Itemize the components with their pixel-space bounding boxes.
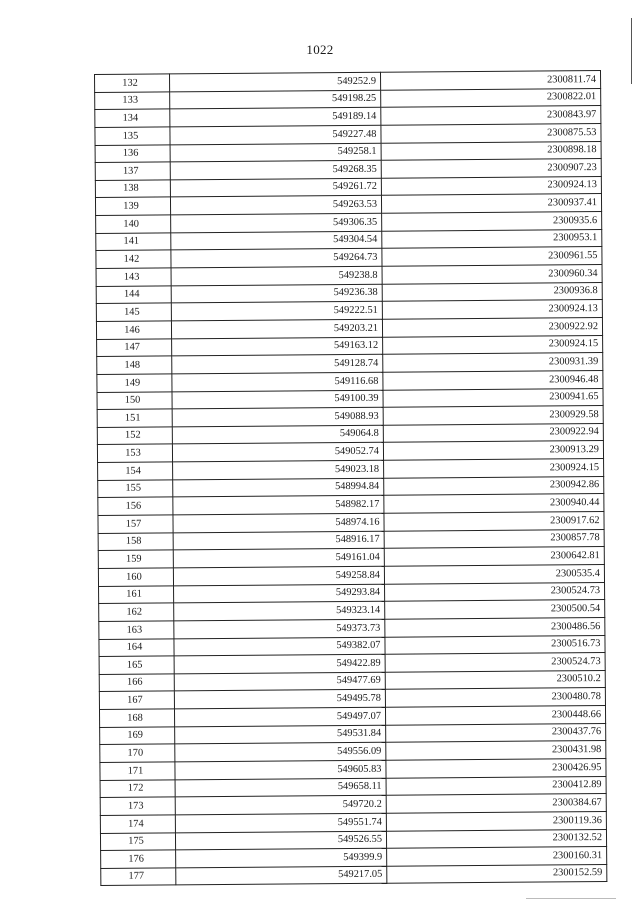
x-coordinate-cell: 549189.14 [170, 108, 381, 127]
point-number-cell: 140 [96, 215, 171, 233]
point-number-cell: 137 [95, 162, 170, 180]
y-coordinate-cell: 2300510.2 [385, 670, 605, 689]
point-number-cell: 171 [100, 762, 175, 780]
point-number-cell: 151 [97, 409, 172, 427]
x-coordinate-cell: 549268.35 [170, 160, 381, 179]
x-coordinate-cell: 549161.04 [173, 549, 384, 568]
y-coordinate-cell: 2300152.59 [387, 864, 607, 883]
point-number-cell: 155 [98, 480, 173, 498]
x-coordinate-cell: 549293.84 [174, 584, 385, 603]
y-coordinate-cell: 2300922.94 [383, 423, 603, 442]
x-coordinate-cell: 549203.21 [171, 319, 382, 338]
table-row [101, 864, 607, 886]
point-number-cell: 144 [96, 286, 171, 304]
point-number-cell: 168 [99, 709, 174, 727]
point-number-cell: 174 [100, 815, 175, 833]
x-coordinate-cell: 549088.93 [172, 407, 383, 426]
y-coordinate-cell: 2300922.92 [382, 317, 602, 336]
x-coordinate-cell: 549422.89 [174, 654, 385, 673]
y-coordinate-cell: 2300907.23 [381, 159, 601, 178]
x-coordinate-cell: 549264.73 [171, 249, 382, 268]
x-coordinate-cell: 548974.16 [173, 513, 384, 532]
y-coordinate-cell: 2300384.67 [386, 794, 606, 813]
y-coordinate-cell: 2300426.95 [386, 758, 606, 777]
x-coordinate-cell: 549526.55 [175, 831, 386, 850]
y-coordinate-cell: 2300937.41 [381, 194, 601, 213]
point-number-cell: 134 [95, 109, 170, 127]
x-coordinate-cell: 549306.35 [171, 213, 382, 232]
y-coordinate-cell: 2300924.13 [381, 176, 601, 195]
point-number-cell: 169 [100, 727, 175, 745]
x-coordinate-cell: 549399.9 [176, 848, 387, 867]
y-coordinate-cell: 2300535.4 [384, 564, 604, 583]
y-coordinate-cell: 2300898.18 [381, 141, 601, 160]
y-coordinate-cell: 2300524.73 [385, 653, 605, 672]
y-coordinate-cell: 2300961.55 [382, 247, 602, 266]
point-number-cell: 148 [97, 356, 172, 374]
y-coordinate-cell: 2300924.15 [383, 335, 603, 354]
y-coordinate-cell: 2300516.73 [385, 635, 605, 654]
x-coordinate-cell: 549100.39 [172, 390, 383, 409]
point-number-cell: 158 [98, 533, 173, 551]
x-coordinate-cell: 548982.17 [173, 496, 384, 515]
point-number-cell: 176 [101, 850, 176, 868]
x-coordinate-cell: 549258.84 [173, 566, 384, 585]
y-coordinate-cell: 2300160.31 [387, 847, 607, 866]
page-number: 1022 [306, 42, 334, 57]
point-number-cell: 141 [96, 233, 171, 251]
point-number-cell: 165 [99, 656, 174, 674]
point-number-cell: 150 [97, 391, 172, 409]
x-coordinate-cell: 549263.53 [170, 196, 381, 215]
x-coordinate-cell: 549323.14 [174, 601, 385, 620]
x-coordinate-cell: 549382.07 [174, 637, 385, 656]
x-coordinate-cell: 549116.68 [172, 372, 383, 391]
y-coordinate-cell: 2300822.01 [381, 88, 601, 107]
y-coordinate-cell: 2300953.1 [382, 229, 602, 248]
y-coordinate-cell: 2300437.76 [386, 723, 606, 742]
x-coordinate-cell: 549252.9 [170, 72, 381, 91]
y-coordinate-cell: 2300811.74 [380, 71, 600, 90]
y-coordinate-cell: 2300917.62 [384, 512, 604, 531]
x-coordinate-cell: 549227.48 [170, 125, 381, 144]
x-coordinate-cell: 549258.1 [170, 143, 381, 162]
x-coordinate-cell: 549198.25 [170, 90, 381, 109]
point-number-cell: 175 [100, 832, 175, 850]
point-number-cell: 138 [95, 180, 170, 198]
y-coordinate-cell: 2300524.73 [385, 582, 605, 601]
y-coordinate-cell: 2300941.65 [383, 388, 603, 407]
y-coordinate-cell: 2300940.44 [384, 494, 604, 513]
point-number-cell: 160 [98, 568, 173, 586]
y-coordinate-cell: 2300913.29 [383, 441, 603, 460]
x-coordinate-cell: 549064.8 [172, 425, 383, 444]
x-coordinate-cell: 549556.09 [175, 743, 386, 762]
y-coordinate-cell: 2300412.89 [386, 776, 606, 795]
point-number-cell: 136 [95, 144, 170, 162]
y-coordinate-cell: 2300642.81 [384, 547, 604, 566]
x-coordinate-cell: 549477.69 [174, 672, 385, 691]
y-coordinate-cell: 2300486.56 [385, 617, 605, 636]
y-coordinate-cell: 2300480.78 [385, 688, 605, 707]
x-coordinate-cell: 549163.12 [172, 337, 383, 356]
point-number-cell: 157 [98, 515, 173, 533]
point-number-cell: 135 [95, 127, 170, 145]
point-number-cell: 143 [96, 268, 171, 286]
point-number-cell: 139 [95, 197, 170, 215]
x-coordinate-cell: 549720.2 [175, 795, 386, 814]
x-coordinate-cell: 549495.78 [174, 690, 385, 709]
coordinates-table-body [95, 71, 607, 886]
point-number-cell: 153 [97, 444, 172, 462]
point-number-cell: 142 [96, 250, 171, 268]
x-coordinate-cell: 549658.11 [175, 778, 386, 797]
point-number-cell: 132 [95, 74, 170, 92]
scan-edge-line [631, 18, 632, 84]
point-number-cell: 161 [99, 585, 174, 603]
x-coordinate-cell: 549023.18 [173, 460, 384, 479]
point-number-cell: 177 [101, 868, 176, 886]
x-coordinate-cell: 549261.72 [170, 178, 381, 197]
y-coordinate-cell: 2300935.6 [382, 212, 602, 231]
y-coordinate-cell: 2300942.86 [384, 476, 604, 495]
y-coordinate-cell: 2300936.8 [382, 282, 602, 301]
point-number-cell: 162 [99, 603, 174, 621]
x-coordinate-cell: 549236.38 [171, 284, 382, 303]
y-coordinate-cell: 2300843.97 [381, 106, 601, 125]
y-coordinate-cell: 2300929.58 [383, 406, 603, 425]
point-number-cell: 154 [98, 462, 173, 480]
y-coordinate-cell: 2300924.13 [382, 300, 602, 319]
point-number-cell: 147 [97, 339, 172, 357]
x-coordinate-cell: 549605.83 [175, 760, 386, 779]
y-coordinate-cell: 2300960.34 [382, 265, 602, 284]
point-number-cell: 166 [99, 674, 174, 692]
y-coordinate-cell: 2300119.36 [386, 811, 606, 830]
y-coordinate-cell: 2300431.98 [386, 741, 606, 760]
y-coordinate-cell: 2300946.48 [383, 370, 603, 389]
point-number-cell: 164 [99, 638, 174, 656]
scan-edge-line-bottom [526, 898, 616, 899]
point-number-cell: 133 [95, 92, 170, 110]
point-number-cell: 145 [96, 303, 171, 321]
x-coordinate-cell: 549217.05 [176, 866, 387, 885]
x-coordinate-cell: 549373.73 [174, 619, 385, 638]
point-number-cell: 170 [100, 744, 175, 762]
y-coordinate-cell: 2300924.15 [384, 459, 604, 478]
point-number-cell: 159 [98, 550, 173, 568]
x-coordinate-cell: 548916.17 [173, 531, 384, 550]
y-coordinate-cell: 2300857.78 [384, 529, 604, 548]
coordinates-table [94, 70, 607, 886]
point-number-cell: 146 [96, 321, 171, 339]
y-coordinate-cell: 2300448.66 [385, 706, 605, 725]
x-coordinate-cell: 549222.51 [171, 302, 382, 321]
point-number-cell: 167 [99, 691, 174, 709]
x-coordinate-cell: 549128.74 [172, 354, 383, 373]
point-number-cell: 152 [97, 427, 172, 445]
x-coordinate-cell: 549238.8 [171, 266, 382, 285]
x-coordinate-cell: 548994.84 [173, 478, 384, 497]
y-coordinate-cell: 2300132.52 [386, 829, 606, 848]
point-number-cell: 172 [100, 780, 175, 798]
point-number-cell: 149 [97, 374, 172, 392]
point-number-cell: 156 [98, 497, 173, 515]
x-coordinate-cell: 549304.54 [171, 231, 382, 250]
x-coordinate-cell: 549497.07 [174, 707, 385, 726]
y-coordinate-cell: 2300931.39 [383, 353, 603, 372]
x-coordinate-cell: 549551.74 [175, 813, 386, 832]
y-coordinate-cell: 2300500.54 [385, 600, 605, 619]
x-coordinate-cell: 549052.74 [172, 443, 383, 462]
y-coordinate-cell: 2300875.53 [381, 123, 601, 142]
point-number-cell: 163 [99, 621, 174, 639]
point-number-cell: 173 [100, 797, 175, 815]
x-coordinate-cell: 549531.84 [175, 725, 386, 744]
